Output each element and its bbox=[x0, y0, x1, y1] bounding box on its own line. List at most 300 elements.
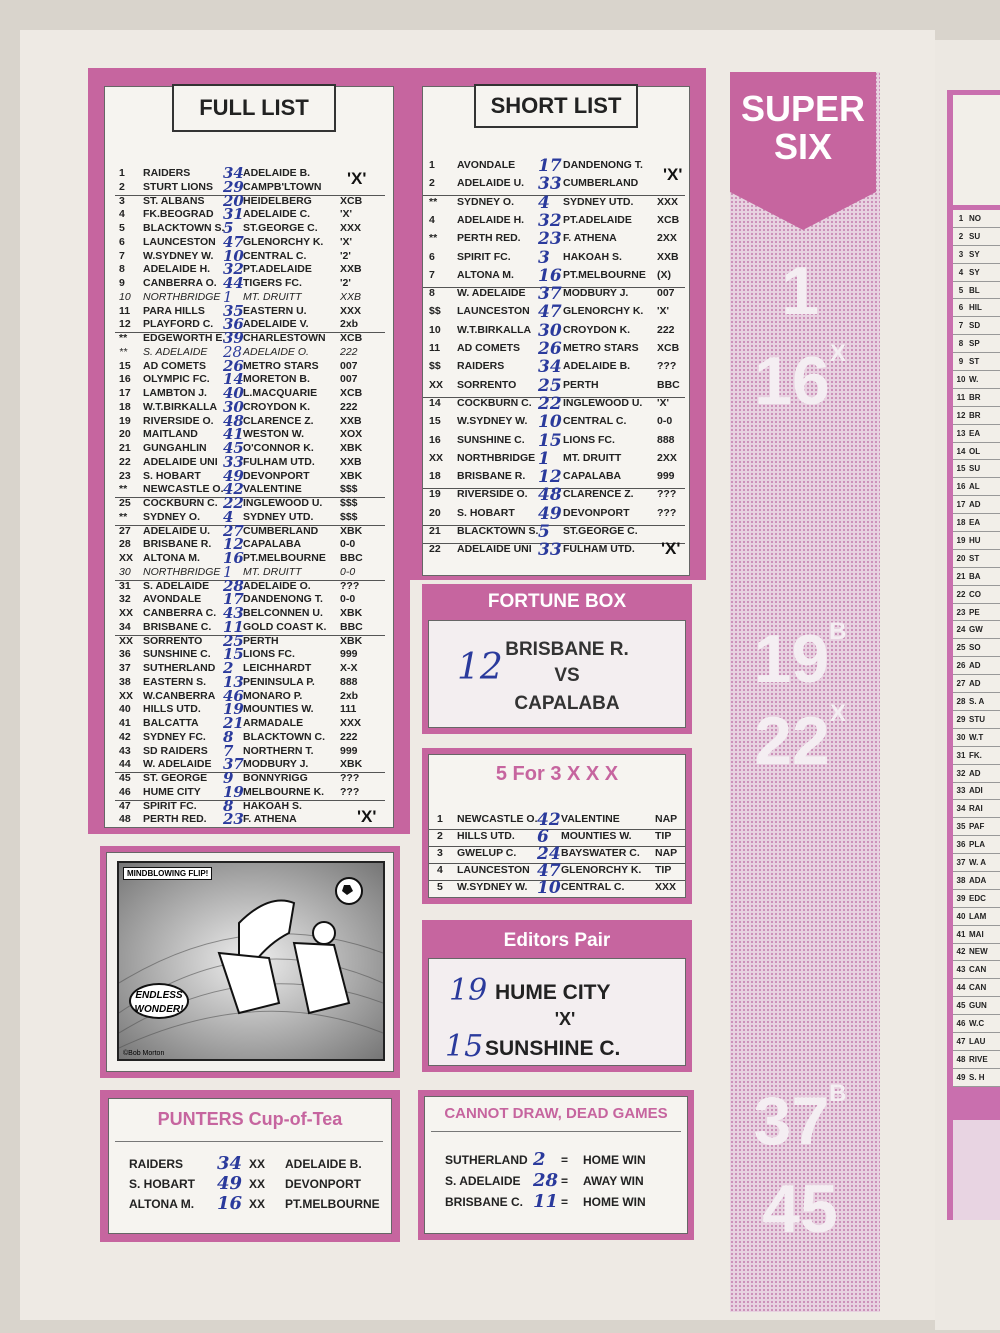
team-fragment: HIL bbox=[969, 303, 982, 313]
row-number: 18 bbox=[956, 518, 966, 528]
home-team: RAIDERS bbox=[143, 167, 191, 179]
away-team: CLARENCE Z. bbox=[243, 414, 314, 427]
row-number: ** bbox=[119, 483, 128, 496]
adjacent-page-row bbox=[953, 299, 1000, 317]
full-list-row bbox=[115, 439, 385, 457]
adjacent-page-row bbox=[953, 890, 1000, 908]
team-fragment: RIVE bbox=[969, 1054, 988, 1064]
adjacent-page-row bbox=[953, 478, 1000, 496]
prediction: 'X' bbox=[340, 235, 352, 248]
away-team: METRO STARS bbox=[243, 359, 319, 372]
handwritten-score: 16 bbox=[217, 1193, 243, 1214]
handwritten-score: 5 bbox=[223, 219, 234, 237]
cannot-draw-row bbox=[425, 1191, 687, 1215]
team-fragment: SO bbox=[969, 643, 981, 653]
row-number: 10 bbox=[119, 290, 131, 303]
row-number: 16 bbox=[429, 433, 441, 446]
row-number: 19 bbox=[119, 414, 131, 427]
handwritten-score: 32 bbox=[538, 210, 562, 231]
row-number: 38 bbox=[119, 675, 131, 688]
punters-title: PUNTERS Cup-of-Tea bbox=[157, 1109, 343, 1129]
home-team: HILLS UTD. bbox=[457, 830, 515, 842]
team-fragment: HU bbox=[969, 535, 981, 545]
punters-body bbox=[108, 1098, 392, 1234]
home-team: CANBERRA C. bbox=[143, 607, 217, 619]
row-number: 46 bbox=[956, 1019, 966, 1029]
home-team: SORRENTO bbox=[143, 634, 203, 647]
row-number: 11 bbox=[956, 392, 966, 402]
home-team: OLYMPIC FC. bbox=[143, 373, 210, 386]
handwritten-score: 34 bbox=[538, 357, 562, 378]
super-six-number-3 bbox=[730, 620, 870, 698]
handwritten-score: 41 bbox=[223, 425, 244, 444]
row-number: 43 bbox=[956, 965, 966, 975]
home-team: CANBERRA O. bbox=[143, 277, 217, 289]
team-fragment: PLA bbox=[969, 840, 985, 850]
prediction: 2xb bbox=[340, 689, 359, 702]
super-six-number-4 bbox=[730, 702, 870, 780]
away-team: CHARLESTOWN bbox=[243, 332, 326, 344]
adjacent-page-row bbox=[953, 675, 1000, 693]
adjacent-page-row bbox=[953, 621, 1000, 639]
row-number: 2 bbox=[437, 830, 443, 842]
adjacent-page-row bbox=[953, 550, 1000, 568]
team-fragment: SU bbox=[969, 231, 981, 241]
adjacent-page-row bbox=[953, 711, 1000, 729]
away-team: MT. DRUITT bbox=[563, 451, 622, 464]
prediction: 0-0 bbox=[340, 565, 356, 578]
row-number: XX bbox=[119, 634, 134, 647]
full-list-rows bbox=[115, 164, 385, 829]
row-number: 1 bbox=[437, 813, 443, 825]
result: AWAY WIN bbox=[583, 1174, 644, 1188]
adjacent-page-row bbox=[953, 210, 1000, 228]
home-team: ADELAIDE U. bbox=[143, 524, 211, 537]
team-fragment: NEW bbox=[969, 947, 988, 957]
team-fragment: LAU bbox=[969, 1036, 986, 1046]
home-team: S. HOBART bbox=[457, 506, 515, 519]
fortune-box-vs: VS bbox=[554, 665, 580, 686]
prediction: 007 bbox=[657, 287, 675, 300]
handwritten-score: 48 bbox=[223, 411, 244, 430]
away-team: NORTHERN T. bbox=[243, 744, 314, 757]
away-team: LIONS FC. bbox=[243, 648, 295, 661]
cartoon-illustration bbox=[119, 863, 383, 1059]
mark: XX bbox=[249, 1197, 266, 1211]
row-number: 4 bbox=[429, 213, 435, 226]
team-fragment: EA bbox=[969, 428, 981, 438]
team-fragment: ADI bbox=[969, 786, 983, 796]
handwritten-score: 42 bbox=[537, 810, 561, 830]
prediction: XXB bbox=[340, 455, 362, 468]
short-list-row bbox=[423, 503, 685, 526]
adjacent-page-header bbox=[953, 95, 1000, 205]
full-list-row bbox=[115, 480, 385, 499]
tip-tag: TIP bbox=[655, 830, 672, 842]
row-number: 31 bbox=[956, 750, 966, 760]
handwritten-score: 28 bbox=[223, 576, 244, 595]
away-team: ADELAIDE B. bbox=[563, 360, 631, 373]
row-number: 28 bbox=[119, 538, 131, 551]
prediction: XBK bbox=[340, 524, 363, 537]
row-number: 3 bbox=[958, 249, 964, 259]
home-team: LAUNCESTON bbox=[143, 235, 216, 248]
adjacent-page-row bbox=[953, 1033, 1000, 1051]
prediction: 2XX bbox=[657, 451, 677, 464]
handwritten-score: 47 bbox=[538, 302, 562, 323]
row-number: ** bbox=[119, 332, 128, 344]
home-team: MAITLAND bbox=[143, 428, 198, 441]
row-number: 48 bbox=[119, 813, 131, 826]
full-list-row bbox=[115, 631, 385, 650]
adjacent-page-row bbox=[953, 836, 1000, 854]
away-team: PT.MELBOURNE bbox=[285, 1197, 380, 1211]
team-fragment: BR bbox=[969, 392, 981, 402]
fortune-box-panel bbox=[422, 584, 692, 734]
handwritten-score: 7 bbox=[223, 741, 234, 760]
row-number: 21 bbox=[956, 571, 966, 581]
away-team: CENTRAL C. bbox=[563, 415, 627, 428]
away-team: FULHAM UTD. bbox=[563, 543, 635, 556]
team-fragment: BA bbox=[969, 571, 981, 581]
handwritten-score: 29 bbox=[223, 177, 244, 196]
handwritten-score: 28 bbox=[223, 342, 243, 361]
full-list-row bbox=[115, 342, 385, 361]
full-list-row bbox=[115, 782, 385, 801]
five-for-three-row bbox=[429, 878, 685, 898]
team-fragment: SY bbox=[969, 267, 980, 277]
team-fragment: SD bbox=[969, 321, 981, 331]
home-team: NORTHBRIDGE bbox=[143, 565, 221, 578]
equals: = bbox=[561, 1195, 569, 1209]
handwritten-score: 1 bbox=[223, 287, 233, 306]
away-team: MOUNTIES W. bbox=[243, 703, 314, 716]
home-team: S. HOBART bbox=[129, 1177, 195, 1191]
prediction: XBK bbox=[340, 442, 363, 454]
home-team: NEWCASTLE O. bbox=[457, 813, 538, 825]
full-list-row bbox=[115, 219, 385, 237]
away-team: MELBOURNE K. bbox=[243, 785, 325, 798]
short-list-box bbox=[422, 86, 690, 576]
row-number: 2 bbox=[119, 180, 125, 193]
away-team: VALENTINE bbox=[243, 483, 302, 496]
away-team: MONARO P. bbox=[243, 689, 303, 702]
row-number: 29 bbox=[956, 714, 966, 724]
handwritten-score: 21 bbox=[223, 714, 244, 732]
adjacent-page-list bbox=[953, 210, 1000, 1087]
five-for-three-body bbox=[428, 754, 686, 898]
adjacent-page-row bbox=[953, 693, 1000, 711]
team-fragment: W.C bbox=[969, 1019, 985, 1029]
handwritten-score: 49 bbox=[217, 1173, 243, 1194]
home-team: ADELAIDE U. bbox=[457, 177, 525, 190]
full-list-row bbox=[115, 425, 385, 444]
row-number: 49 bbox=[956, 1072, 966, 1082]
row-number: XX bbox=[429, 378, 444, 391]
team-fragment: SP bbox=[969, 339, 980, 349]
team-fragment: W. A bbox=[969, 858, 987, 867]
full-list-row bbox=[115, 315, 385, 334]
home-team: W. ADELAIDE bbox=[457, 287, 526, 300]
row-number: 41 bbox=[119, 717, 131, 729]
row-number: 6 bbox=[429, 250, 435, 263]
prediction: XXB bbox=[340, 414, 362, 427]
mark: XX bbox=[249, 1157, 266, 1171]
prediction: XCB bbox=[657, 342, 680, 354]
row-number: 15 bbox=[956, 464, 966, 474]
row-number: 9 bbox=[958, 357, 964, 367]
handwritten-score: 8 bbox=[223, 727, 234, 746]
punters-rows bbox=[109, 1153, 391, 1223]
row-number: 10 bbox=[429, 323, 441, 336]
adjacent-page-row bbox=[953, 264, 1000, 282]
row-number: 32 bbox=[119, 593, 131, 606]
team-fragment: S. H bbox=[969, 1072, 985, 1082]
home-team: LAUNCESTON bbox=[457, 864, 530, 876]
row-number: 15 bbox=[119, 359, 131, 372]
super-six-column bbox=[730, 72, 880, 1312]
handwritten-score: 1 bbox=[223, 562, 233, 581]
fortune-box-title: FORTUNE BOX bbox=[487, 591, 627, 612]
punters-row bbox=[109, 1153, 391, 1177]
handwritten-score: 48 bbox=[538, 485, 562, 506]
home-team: SPIRIT FC. bbox=[143, 799, 197, 812]
adjacent-page-row bbox=[953, 765, 1000, 783]
short-list-row bbox=[423, 540, 685, 561]
home-team: GWELUP C. bbox=[457, 847, 517, 859]
row-number: 7 bbox=[429, 268, 435, 281]
home-team: SUTHERLAND bbox=[445, 1153, 528, 1167]
row-number: 27 bbox=[956, 679, 966, 689]
handwritten-score: 5 bbox=[538, 522, 550, 542]
row-number: 40 bbox=[956, 911, 966, 921]
row-number: 8 bbox=[958, 339, 964, 349]
home-team: ADELAIDE H. bbox=[457, 213, 525, 226]
team-fragment: AD bbox=[969, 661, 981, 671]
row-number: 4 bbox=[437, 864, 443, 876]
team-fragment: LAM bbox=[969, 911, 987, 921]
full-list-row bbox=[115, 659, 385, 677]
home-team: ALTONA M. bbox=[129, 1197, 195, 1211]
row-number: 24 bbox=[956, 625, 966, 635]
prediction: $$$ bbox=[340, 510, 358, 523]
prediction: ??? bbox=[340, 785, 360, 798]
prediction: 2xb bbox=[340, 318, 359, 331]
home-team: COCKBURN C. bbox=[457, 396, 532, 409]
full-list-row bbox=[115, 645, 385, 664]
row-number: 14 bbox=[429, 396, 441, 409]
handwritten-score: 37 bbox=[538, 284, 562, 305]
handwritten-score: 24 bbox=[537, 844, 561, 864]
team-fragment: AD bbox=[969, 768, 981, 778]
row-number: 27 bbox=[119, 524, 131, 537]
prediction: XOX bbox=[340, 428, 363, 441]
prediction: XBK bbox=[340, 469, 363, 482]
prediction: 'X' bbox=[657, 305, 669, 318]
full-list-row bbox=[115, 562, 385, 581]
away-team: MT. DRUITT bbox=[243, 290, 302, 303]
row-number: 18 bbox=[429, 470, 441, 483]
handwritten-score: 25 bbox=[223, 631, 244, 650]
row-number: 30 bbox=[956, 732, 966, 742]
handwritten-score: 47 bbox=[223, 232, 244, 251]
team-fragment: W.T bbox=[969, 732, 984, 742]
adjacent-page-row bbox=[953, 747, 1000, 765]
row-number: 25 bbox=[119, 497, 131, 509]
adjacent-page-row bbox=[953, 961, 1000, 979]
away-team: PT.ADELAIDE bbox=[563, 213, 632, 226]
home-team: SYDNEY O. bbox=[457, 195, 514, 208]
row-number: 32 bbox=[956, 768, 966, 778]
handwritten-score: 2 bbox=[533, 1149, 546, 1170]
row-number: 35 bbox=[956, 822, 966, 832]
handwritten-score: 45 bbox=[223, 439, 244, 457]
team-fragment: PE bbox=[969, 607, 980, 617]
handwritten-score: 39 bbox=[223, 329, 244, 347]
prediction: 999 bbox=[340, 648, 358, 661]
handwritten-score: 47 bbox=[537, 861, 561, 881]
home-team: W.CANBERRA bbox=[143, 689, 216, 702]
prediction: XXX bbox=[340, 222, 362, 234]
prediction: $$$ bbox=[340, 483, 358, 496]
full-list-row bbox=[115, 535, 385, 554]
full-list-row bbox=[115, 397, 385, 416]
row-number: 30 bbox=[119, 565, 131, 578]
punters-panel bbox=[100, 1090, 400, 1242]
handwritten-score: 27 bbox=[223, 521, 244, 540]
five-for-three-panel bbox=[422, 748, 692, 904]
home-team: W.T.BIRKALLA bbox=[143, 400, 218, 413]
full-list-row bbox=[115, 741, 385, 760]
away-team: BELCONNEN U. bbox=[243, 607, 323, 619]
full-list-row bbox=[115, 287, 385, 306]
prediction: XXB bbox=[340, 290, 362, 303]
prediction: BBC bbox=[340, 620, 363, 633]
full-list-row bbox=[115, 205, 385, 224]
prediction: '2' bbox=[340, 249, 351, 262]
row-number: 3 bbox=[437, 847, 443, 859]
handwritten-score: 28 bbox=[533, 1170, 559, 1191]
full-list-row bbox=[115, 755, 385, 774]
prediction: 888 bbox=[657, 433, 675, 446]
cannot-draw-panel bbox=[418, 1090, 694, 1240]
super-six-value-3: 19 bbox=[753, 621, 830, 697]
away-team: METRO STARS bbox=[563, 342, 639, 354]
handwritten-score: 44 bbox=[223, 274, 244, 292]
prediction: 'X' bbox=[657, 396, 669, 409]
away-team: MT. DRUITT bbox=[243, 565, 302, 578]
row-number: 6 bbox=[958, 303, 964, 313]
adjacent-page-row bbox=[953, 407, 1000, 425]
home-team: W.SYDNEY W. bbox=[457, 415, 528, 428]
row-number: 1 bbox=[429, 159, 435, 171]
tip-tag: XXX bbox=[655, 881, 677, 893]
away-team: CROYDON K. bbox=[563, 323, 631, 336]
handwritten-score: 8 bbox=[223, 796, 234, 815]
home-team: SYDNEY O. bbox=[143, 510, 200, 523]
away-team: MORETON B. bbox=[243, 373, 310, 386]
adjacent-page-row bbox=[953, 460, 1000, 478]
short-list-x-bottom: 'X' bbox=[661, 539, 681, 558]
home-team: NORTHBRIDGE bbox=[143, 290, 221, 303]
row-number: 10 bbox=[956, 374, 966, 384]
away-team: BAYSWATER C. bbox=[561, 847, 640, 859]
equals: = bbox=[561, 1174, 569, 1188]
prediction: 2XX bbox=[657, 232, 677, 245]
full-list-title: FULL LIST bbox=[172, 84, 336, 132]
row-number: 7 bbox=[119, 249, 125, 262]
row-number: 45 bbox=[956, 1001, 966, 1011]
full-list-row bbox=[115, 411, 385, 430]
home-team: EDGEWORTH E. bbox=[143, 332, 226, 344]
away-team: BLACKTOWN C. bbox=[243, 730, 326, 743]
row-number: ** bbox=[119, 345, 128, 358]
team-fragment: OL bbox=[969, 446, 981, 456]
handwritten-score: 19 bbox=[223, 782, 244, 801]
full-list-row bbox=[115, 191, 385, 210]
row-number: XX bbox=[119, 552, 134, 564]
home-team: AD COMETS bbox=[457, 342, 520, 354]
away-team: F. ATHENA bbox=[563, 232, 617, 245]
full-list-row bbox=[115, 370, 385, 389]
five-for-three-title: 5 For 3 X X X bbox=[495, 763, 619, 785]
prediction: 0-0 bbox=[340, 538, 356, 551]
row-number: 26 bbox=[956, 661, 966, 671]
prediction: XCB bbox=[657, 213, 680, 226]
row-number: 17 bbox=[119, 387, 131, 399]
prediction: 222 bbox=[340, 345, 358, 358]
row-number: 22 bbox=[119, 455, 131, 468]
prediction: 111 bbox=[340, 703, 357, 716]
fortune-box-home: BRISBANE R. bbox=[505, 639, 629, 660]
handwritten-score: 4 bbox=[538, 192, 550, 213]
home-team: SORRENTO bbox=[457, 378, 517, 391]
prediction: XCB bbox=[340, 194, 363, 207]
row-number: 2 bbox=[958, 231, 964, 241]
home-team: GUNGAHLIN bbox=[143, 442, 207, 454]
prediction: 222 bbox=[340, 400, 358, 413]
row-number: 34 bbox=[119, 620, 131, 633]
punters-row bbox=[109, 1173, 391, 1197]
row-number: 47 bbox=[119, 799, 131, 812]
prediction: 888 bbox=[340, 675, 358, 688]
super-six-value-2: 16 bbox=[754, 343, 830, 419]
handwritten-score: 46 bbox=[223, 686, 244, 705]
prediction: XBK bbox=[340, 634, 363, 647]
away-team: DEVONPORT bbox=[285, 1177, 362, 1191]
handwritten-score: 23 bbox=[223, 810, 244, 829]
row-number: 5 bbox=[119, 222, 125, 234]
home-team: W.SYDNEY W. bbox=[457, 881, 528, 893]
prediction: XXX bbox=[340, 304, 362, 317]
row-number: ** bbox=[429, 232, 438, 245]
adjacent-page bbox=[935, 40, 1000, 1330]
home-team: ADELAIDE UNI bbox=[457, 543, 532, 556]
home-team: ADELAIDE UNI bbox=[143, 455, 218, 468]
handwritten-score: 40 bbox=[223, 384, 244, 402]
row-number: 8 bbox=[429, 287, 435, 300]
handwritten-score: 43 bbox=[223, 604, 244, 622]
handwritten-score: 3 bbox=[538, 247, 550, 268]
home-team: BALCATTA bbox=[143, 717, 199, 729]
adjacent-page-row bbox=[953, 604, 1000, 622]
away-team: DEVONPORT bbox=[243, 469, 310, 482]
away-team: GLENORCHY K. bbox=[561, 864, 642, 876]
handwritten-score: 16 bbox=[538, 265, 562, 286]
away-team: ADELAIDE C. bbox=[243, 208, 311, 221]
row-number: 47 bbox=[956, 1036, 966, 1046]
away-team: DANDENONG T. bbox=[243, 593, 323, 606]
